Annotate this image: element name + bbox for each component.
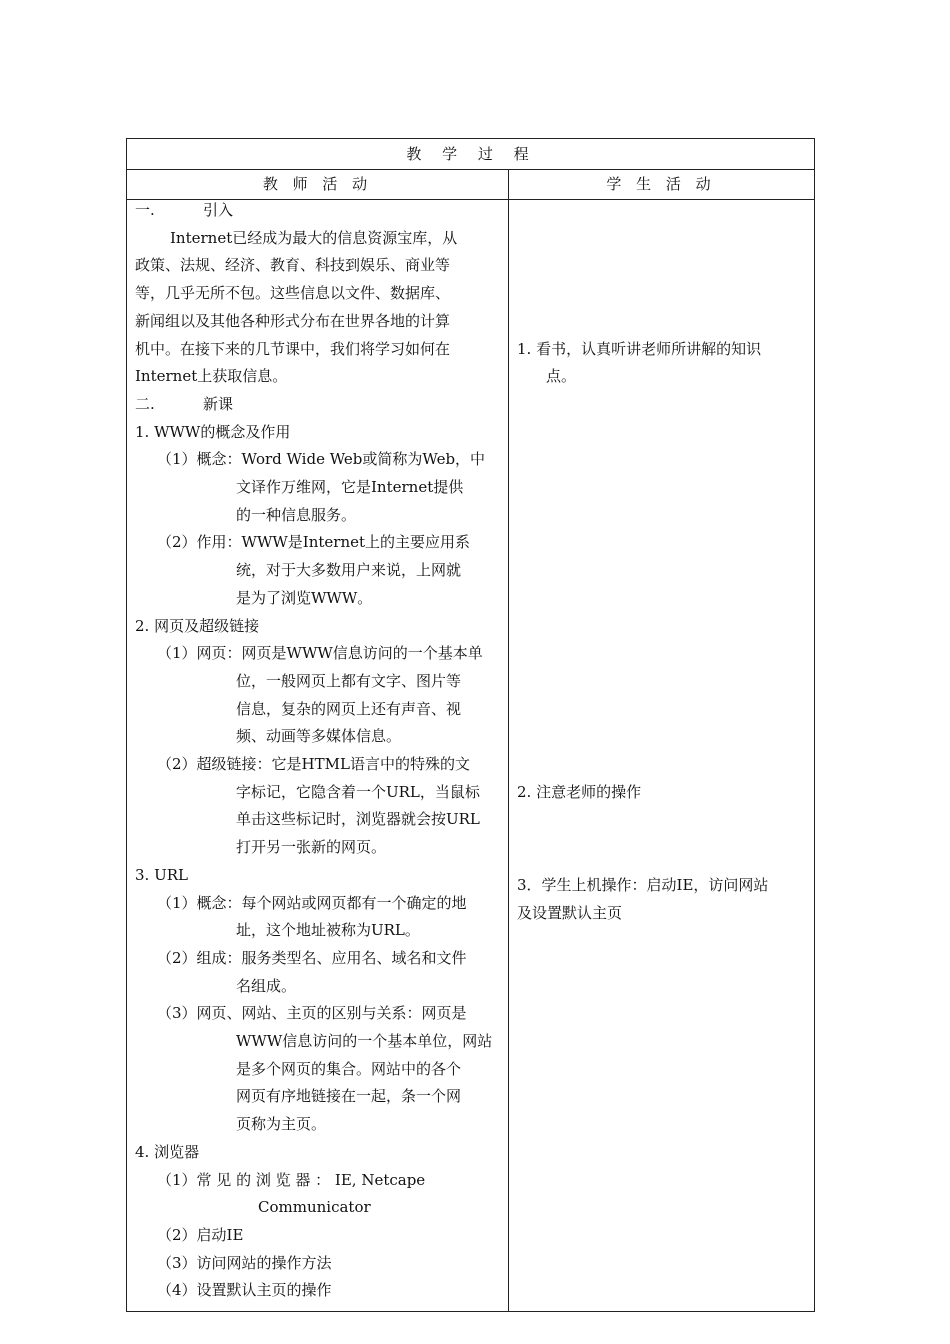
item-line: （2）组成：服务类型名、应用名、域名和文件 [157, 948, 467, 967]
item-line: 名组成。 [236, 976, 297, 995]
intro-line: Internet上获取信息。 [135, 367, 288, 386]
item-line: （3）访问网站的操作方法 [157, 1253, 332, 1272]
student-item: 3．学生上机操作：启动IE，访问网站 [517, 876, 769, 894]
item-line: 文译作万维网，它是Internet提供 [236, 478, 464, 496]
column-divider [508, 169, 509, 1311]
item-line: 是多个网页的集合。网站中的各个 [236, 1059, 462, 1078]
intro-line: 等，几乎无所不包。这些信息以文件、数据库、 [135, 284, 451, 303]
item-line: WWW信息访问的一个基本单位，网站 [236, 1032, 493, 1050]
section-number: 二. [135, 394, 155, 413]
table-title: 教 学 过 程 [406, 145, 537, 163]
item-line: 信息，复杂的网页上还有声音、视 [236, 699, 462, 718]
lesson-table [126, 138, 815, 1312]
item-line: 字标记，它隐含着一个URL，当鼠标 [236, 782, 480, 801]
item-line: （2）启动IE [157, 1225, 244, 1244]
item-line: 的一种信息服务。 [236, 505, 357, 524]
teacher-column-header: 教 师 活 动 [262, 175, 373, 193]
item-line: 单击这些标记时，浏览器就会按URL [236, 810, 480, 829]
item-line: （1）常 见 的 浏 览 器 ： IE, Netcape [157, 1170, 426, 1189]
topic-heading: 4. 浏览器 [135, 1142, 200, 1161]
student-item: 1. 看书，认真听讲老师所讲解的知识 [517, 339, 762, 358]
item-line: 网页有序地链接在一起，条一个网 [236, 1087, 462, 1106]
student-item: 及设置默认主页 [517, 903, 623, 922]
intro-line: Internet已经成为最大的信息资源宝库，从 [170, 228, 458, 247]
section-number: 一. [135, 201, 155, 219]
item-line: （4）设置默认主页的操作 [157, 1281, 332, 1300]
item-line: 统，对于大多数用户来说，上网就 [236, 561, 462, 580]
item-line: 是为了浏览WWW。 [236, 588, 373, 607]
item-line: 址，这个地址被称为URL。 [236, 921, 420, 940]
intro-line: 政策、法规、经济、教育、科技到娱乐、商业等 [135, 256, 451, 275]
student-column-header: 学 生 活 动 [606, 175, 716, 193]
item-line: （2）超级链接：它是HTML语言中的特殊的文 [157, 755, 470, 773]
topic-heading: 1. WWW的概念及作用 [135, 422, 291, 441]
item-line: 位，一般网页上都有文字、图片等 [236, 671, 462, 690]
item-line: 页称为主页。 [236, 1115, 327, 1134]
intro-line: 机中。在接下来的几节课中，我们将学习如何在 [135, 339, 451, 358]
item-line: （1）概念：Word Wide Web或简称为Web，中 [157, 450, 486, 469]
item-line: （2）作用：WWW是Internet上的主要应用系 [157, 533, 471, 552]
section-title: 引入 [203, 201, 234, 219]
student-item: 点。 [546, 367, 577, 386]
item-line: 打开另一张新的网页。 [236, 838, 387, 857]
topic-heading: 2. 网页及超级链接 [135, 616, 260, 635]
item-line: 频、动画等多媒体信息。 [236, 727, 402, 746]
student-item: 2. 注意老师的操作 [517, 782, 642, 801]
topic-heading: 3. URL [135, 865, 188, 884]
section-title: 新课 [203, 394, 234, 413]
intro-line: 新闻组以及其他各种形式分布在世界各地的计算 [135, 311, 451, 330]
item-line: （3）网页、网站、主页的区别与关系：网页是 [157, 1004, 467, 1023]
item-line: （1）概念：每个网站或网页都有一个确定的地 [157, 893, 467, 912]
item-line: Communicator [258, 1198, 371, 1217]
item-line: （1）网页：网页是WWW信息访问的一个基本单 [157, 644, 483, 663]
